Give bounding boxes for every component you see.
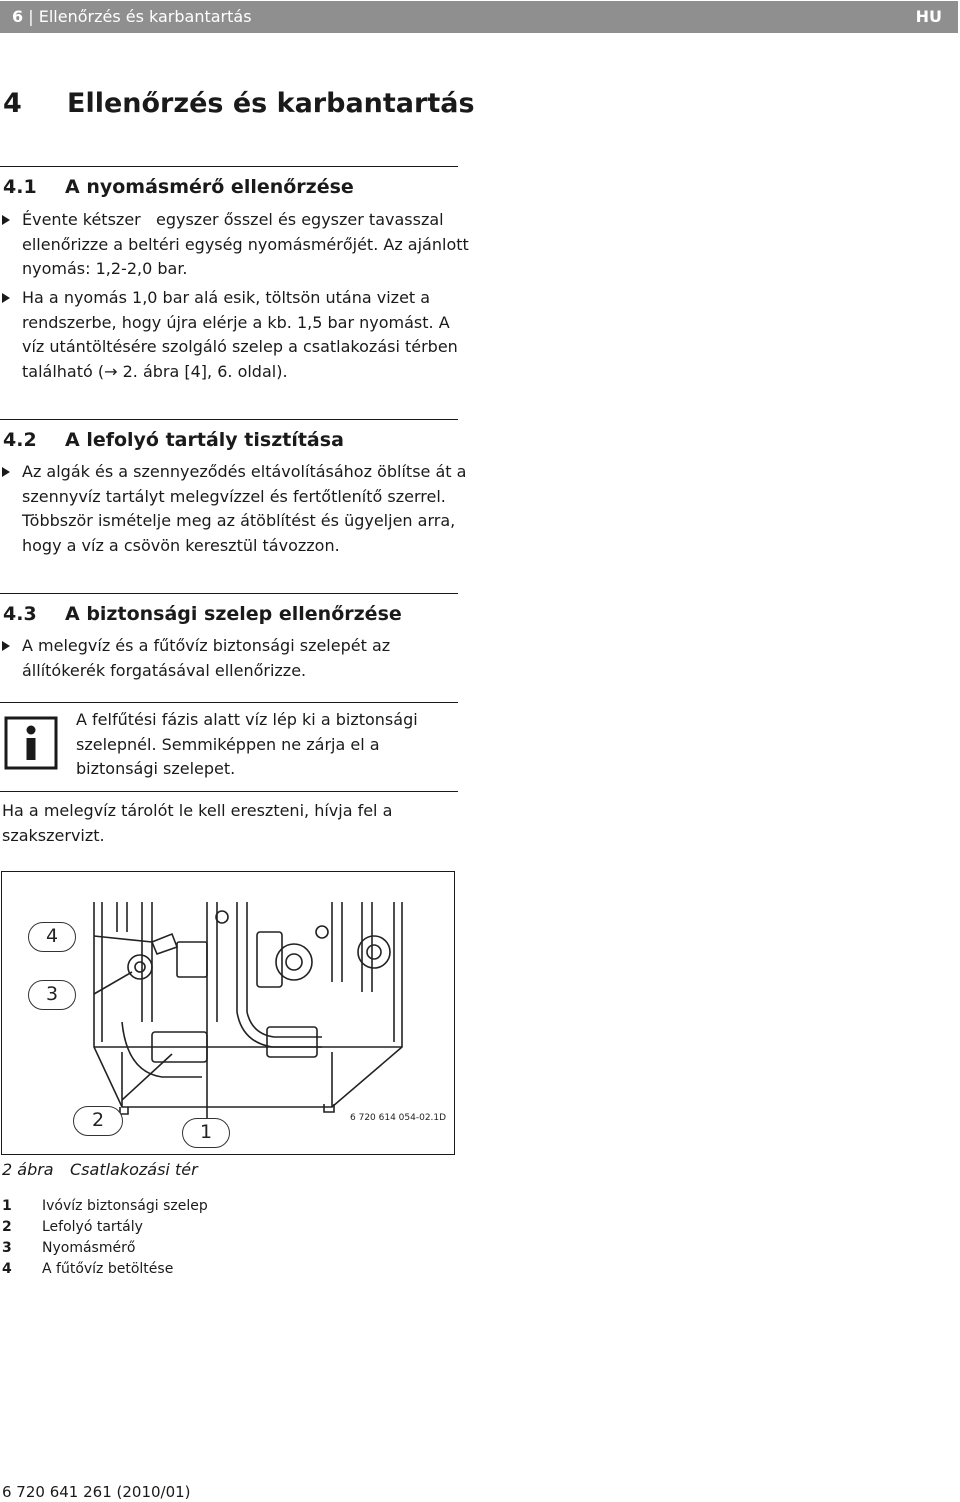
legend-item: [2, 1259, 208, 1280]
chapter-title: Ellenőrzés és karbantartás: [67, 88, 475, 119]
header-page-number: 6: [12, 7, 24, 26]
callout-2: 2: [73, 1106, 123, 1136]
legend-label: Ivóvíz biztonsági szelep: [42, 1198, 208, 1214]
figure-legend: [2, 1196, 208, 1280]
figure-code: 6 720 614 054-02.1D: [350, 1113, 447, 1123]
chapter-number: 4: [3, 88, 22, 119]
chapter-heading: [3, 88, 475, 119]
legend-label: Nyomásmérő: [42, 1240, 136, 1256]
legend-item: [2, 1217, 208, 1238]
section-divider: [0, 419, 458, 420]
connection-area-illustration: [2, 872, 454, 1154]
header-left: [12, 7, 252, 26]
header-language: HU: [915, 7, 942, 26]
bullet-arrow-icon: [2, 293, 10, 303]
legend-key: 1: [2, 1198, 12, 1214]
bullet-item: [0, 634, 470, 683]
legend-key: 2: [2, 1219, 12, 1235]
info-divider-top: [0, 702, 458, 703]
section-divider: [0, 166, 458, 167]
legend-item: [2, 1196, 208, 1217]
section-divider: [0, 593, 458, 594]
section-title: A lefolyó tartály tisztítása: [65, 429, 344, 451]
info-divider-bottom: [0, 791, 458, 792]
bullet-text: Évente kétszer egyszer ősszel és egyszer tavasszal ellenőrizze a beltéri egység nyomásmérőjét. Az ajánlott nyomás: 1,2-2,0 bar.: [22, 210, 474, 278]
section-heading: [3, 429, 344, 451]
callout-1: 1: [182, 1118, 230, 1148]
drain-paragraph: Ha a melegvíz tárolót le kell ereszteni, hívja fel a szakszervizt.: [2, 801, 393, 845]
legend-label: A fűtővíz betöltése: [42, 1261, 174, 1277]
section-title: A biztonsági szelep ellenőrzése: [65, 603, 402, 625]
callout-4: 4: [28, 922, 76, 952]
figure-caption-title: Csatlakozási tér: [70, 1160, 198, 1179]
bullet-arrow-icon: [2, 215, 10, 225]
legend-label: Lefolyó tartály: [42, 1219, 143, 1235]
legend-key: 4: [2, 1261, 12, 1277]
info-note: A felfűtési fázis alatt víz lép ki a biztonsági szelepnél. Semmiképpen ne zárja el a biztonsági szelepet.: [76, 710, 418, 778]
bullet-text: A melegvíz és a fűtővíz biztonsági szelepét az állítókerék forgatásával ellenőrizze.: [22, 636, 391, 680]
legend-item: [2, 1238, 208, 1259]
bullet-item: [0, 286, 470, 384]
section-title: A nyomásmérő ellenőrzése: [65, 176, 354, 198]
page-header: [0, 1, 958, 33]
section-number: 4.2: [3, 429, 37, 451]
info-icon: [4, 716, 58, 770]
document-code-footer: 6 720 641 261 (2010/01): [2, 1483, 191, 1501]
section-heading: [3, 176, 354, 198]
bullet-arrow-icon: [2, 641, 10, 651]
callout-3: 3: [28, 980, 76, 1010]
bullet-text: Az algák és a szennyeződés eltávolításához öblítse át a szennyvíz tartályt melegvízzel és fertőtlenítő szerrel. Többször ismételje meg az átöblítést és ügyeljen arra, hogy a víz a csövön keresztül távozzon.: [22, 462, 467, 555]
section-heading: [3, 603, 402, 625]
header-separator: |: [28, 7, 34, 26]
section-number: 4.3: [3, 603, 37, 625]
header-title: Ellenőrzés és karbantartás: [38, 7, 252, 26]
legend-key: 3: [2, 1240, 12, 1256]
figure-caption: [2, 1160, 198, 1179]
figure-caption-number: 2 ábra: [2, 1160, 54, 1179]
bullet-arrow-icon: [2, 467, 10, 477]
section-number: 4.1: [3, 176, 37, 198]
bullet-item: [0, 460, 470, 558]
bullet-text: Ha a nyomás 1,0 bar alá esik, töltsön utána vizet a rendszerbe, hogy újra elérje a kb. 1,5 bar nyomást. A víz utántöltésére szolgáló szelep a csatlakozási térben található (→ 2. ábra [4], 6. oldal).: [22, 288, 458, 381]
bullet-item: [0, 208, 474, 282]
